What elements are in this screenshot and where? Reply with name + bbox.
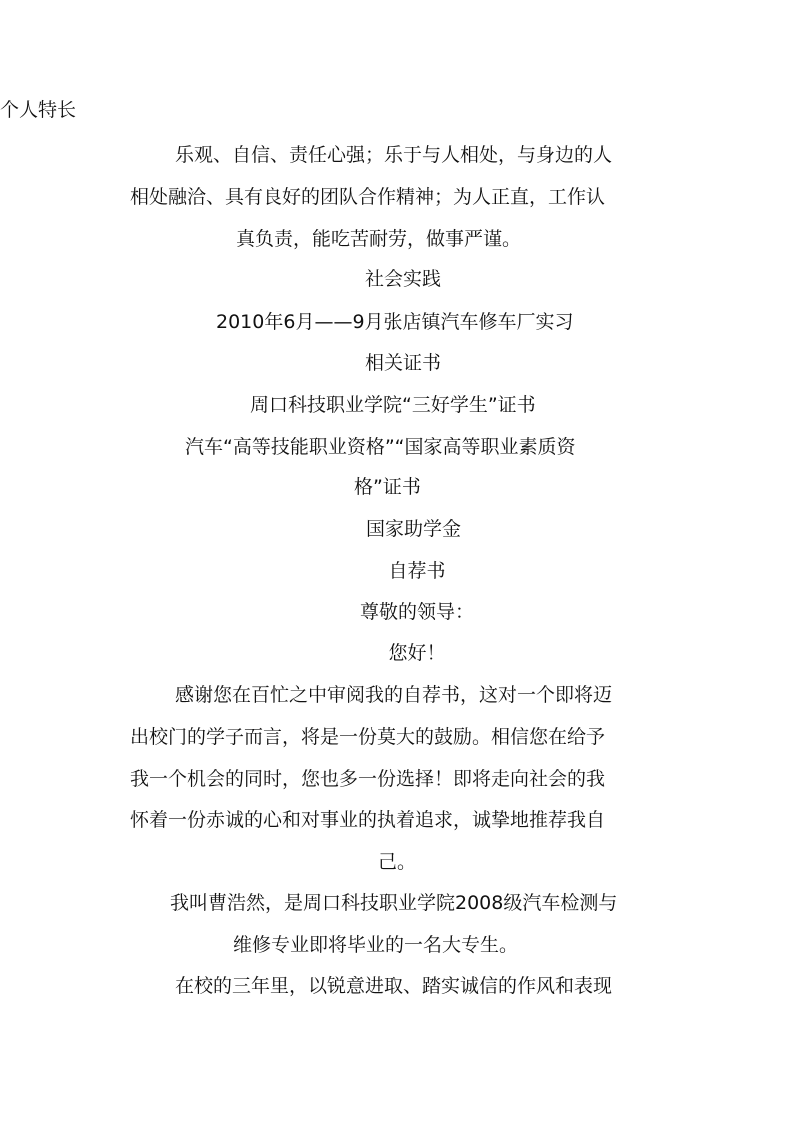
paragraph-line: 2010年6月——9月张店镇汽车修车厂实习	[216, 311, 574, 333]
paragraph-line: 在校的三年里，以锐意进取、踏实诚信的作风和表现	[175, 975, 613, 997]
heading-certificates: 相关证书	[364, 352, 441, 374]
heading-self-recommendation: 自荐书	[388, 560, 446, 582]
salutation: 尊敬的领导：	[359, 601, 474, 623]
paragraph-line: 乐观、自信、责任心强；乐于与人相处，与身边的人	[175, 144, 613, 166]
paragraph-line: 真负责，能吃苦耐劳，做事严谨。	[236, 228, 522, 250]
certificate-line: 格”证书	[354, 476, 421, 498]
heading-personal-strengths: 个人特长	[0, 99, 77, 121]
paragraph-line: 维修专业即将毕业的一名大专生。	[233, 934, 519, 956]
paragraph-line: 我一个机会的同时，您也多一份选择！即将走向社会的我	[130, 768, 606, 790]
paragraph-line: 怀着一份赤诚的心和对事业的执着追求，诚挚地推荐我自	[130, 809, 606, 831]
paragraph-line: 相处融洽、具有良好的团队合作精神；为人正直，工作认	[130, 186, 606, 208]
paragraph-line: 己。	[377, 851, 416, 873]
heading-social-practice: 社会实践	[364, 268, 441, 290]
greeting: 您好！	[388, 642, 446, 664]
paragraph-line: 我叫曹浩然，是周口科技职业学院2008级汽车检测与	[170, 892, 618, 914]
paragraph-line: 感谢您在百忙之中审阅我的自荐书，这对一个即将迈	[175, 684, 613, 706]
certificate-line: 国家助学金	[366, 518, 462, 540]
certificate-line: 汽车“高等技能职业资格”“国家高等职业素质资	[185, 436, 576, 458]
certificate-line: 周口科技职业学院“三好学生”证书	[250, 394, 536, 416]
paragraph-line: 出校门的学子而言，将是一份莫大的鼓励。相信您在给予	[130, 726, 606, 748]
